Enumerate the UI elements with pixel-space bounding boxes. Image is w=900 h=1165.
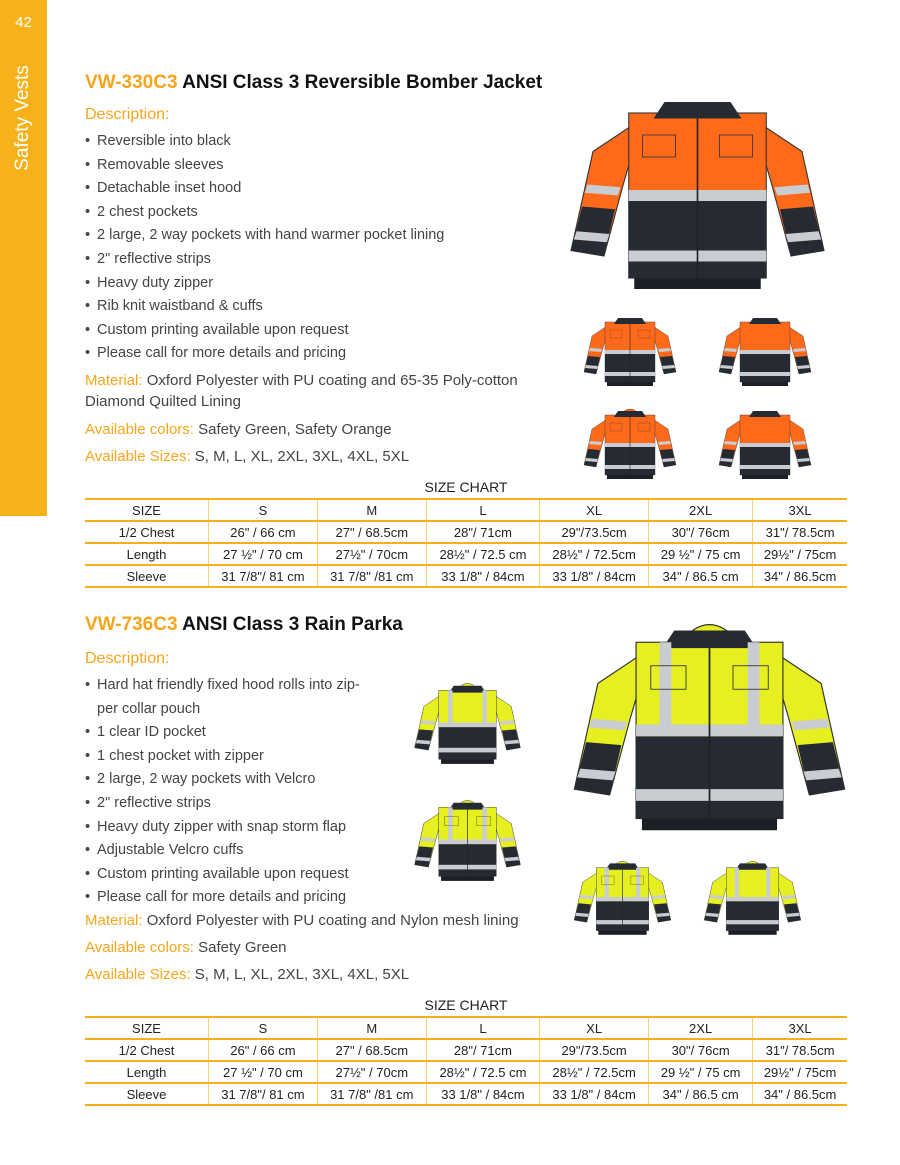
size-chart-cell: 29"/73.5cm [540, 1039, 649, 1061]
feature-item: • 2 large, 2 way pockets with hand warmer pocket lining [85, 224, 555, 248]
feature-item: • Hard hat friendly fixed hood rolls into zip-per collar pouch [85, 674, 370, 721]
size-chart-cell: 29½" / 75cm [753, 1061, 847, 1083]
feature-item: • Custom printing available upon request [85, 319, 555, 343]
feature-item: • Rib knit waistband & cuffs [85, 295, 555, 319]
size-chart-cell: 29 ½" / 75 cm [649, 543, 753, 565]
jacket-photo-back-small [715, 310, 815, 390]
material-value: Oxford Polyester with PU coating and 65-35 Poly-cotton Diamond Quilted Lining [85, 372, 518, 410]
size-chart-cell: 27 ½" / 70 cm [209, 543, 318, 565]
size-chart-header-cell: L [426, 499, 540, 521]
product-code: VW-736C3 [85, 614, 178, 635]
feature-item: • 2" reflective strips [85, 248, 555, 272]
size-chart-header-cell: XL [540, 499, 649, 521]
size-chart-header-cell: L [426, 1017, 540, 1039]
size-chart-cell: 34" / 86.5 cm [649, 565, 753, 587]
size-chart-row-label: 1/2 Chest [85, 1039, 209, 1061]
sizes-value: S, M, L, XL, 2XL, 3XL, 4XL, 5XL [194, 448, 410, 465]
size-chart-cell: 28½" / 72.5 cm [426, 1061, 540, 1083]
size-chart-header-cell: SIZE [85, 1017, 209, 1039]
material-spec [85, 370, 555, 412]
size-chart-cell: 33 1/8" / 84cm [426, 565, 540, 587]
product-name: ANSI Class 3 Rain Parka [182, 614, 403, 635]
size-chart-header-row [85, 1017, 847, 1039]
size-chart-cell: 26" / 66 cm [209, 1039, 318, 1061]
size-chart-table [85, 1016, 847, 1106]
size-chart-cell: 28½" / 72.5cm [540, 543, 649, 565]
jacket-photo-main [560, 80, 835, 300]
size-chart-cell: 27 ½" / 70 cm [209, 1061, 318, 1083]
page-number: 42 [15, 14, 32, 31]
size-chart-header-cell: S [209, 499, 318, 521]
sizes-spec [85, 446, 409, 467]
size-chart-cell: 27½" / 70cm [317, 1061, 426, 1083]
feature-item: • Heavy duty zipper [85, 272, 555, 296]
size-chart-cell: 28½" / 72.5cm [540, 1061, 649, 1083]
feature-item: • 2 large, 2 way pockets with Velcro [85, 768, 370, 792]
size-chart-cell: 34" / 86.5cm [753, 565, 847, 587]
size-chart-row-label: Sleeve [85, 1083, 209, 1105]
section-sidebar [0, 0, 47, 516]
feature-item: • Heavy duty zipper with snap storm flap [85, 816, 370, 840]
size-chart-cell: 29 ½" / 75 cm [649, 1061, 753, 1083]
parka-photo-front-small [410, 792, 525, 887]
sizes-label: Available Sizes: [85, 966, 191, 983]
product-name: ANSI Class 3 Reversible Bomber Jacket [182, 72, 543, 93]
size-chart-cell: 33 1/8" / 84cm [540, 1083, 649, 1105]
size-chart-row-label: Length [85, 543, 209, 565]
feature-item: • 1 chest pocket with zipper [85, 745, 370, 769]
feature-item: • Reversible into black [85, 130, 555, 154]
size-chart-cell: 31"/ 78.5cm [753, 521, 847, 543]
size-chart-cell: 27" / 68.5cm [317, 521, 426, 543]
jacket-photo-hooded-small [580, 403, 680, 483]
size-chart-cell: 31"/ 78.5cm [753, 1039, 847, 1061]
parka-photo-main [557, 607, 862, 842]
size-chart-cell: 26" / 66 cm [209, 521, 318, 543]
size-chart-cell: 27½" / 70cm [317, 543, 426, 565]
feature-item: • Please call for more details and pricing [85, 342, 555, 366]
product-code: VW-330C3 [85, 72, 178, 93]
size-chart-cell: 31 7/8" /81 cm [317, 565, 426, 587]
size-chart-cell: 29"/73.5cm [540, 521, 649, 543]
size-chart-row [85, 1039, 847, 1061]
feature-list [85, 674, 370, 910]
size-chart-header-cell: S [209, 1017, 318, 1039]
feature-item: • 2 chest pockets [85, 201, 555, 225]
size-chart-cell: 33 1/8" / 84cm [426, 1083, 540, 1105]
section-label: Safety Vests [12, 65, 33, 171]
size-chart-cell: 34" / 86.5cm [753, 1083, 847, 1105]
size-chart-row [85, 565, 847, 587]
size-chart-title: SIZE CHART [424, 479, 508, 495]
colors-value: Safety Green, Safety Orange [198, 421, 392, 438]
size-chart-header-cell: 2XL [649, 499, 753, 521]
description-label: Description: [85, 106, 170, 123]
size-chart-row [85, 521, 847, 543]
colors-label: Available colors: [85, 939, 194, 956]
size-chart-cell: 31 7/8" /81 cm [317, 1083, 426, 1105]
colors-label: Available colors: [85, 421, 194, 438]
sizes-label: Available Sizes: [85, 448, 191, 465]
size-chart-row [85, 1083, 847, 1105]
size-chart-row [85, 543, 847, 565]
feature-item: • Adjustable Velcro cuffs [85, 839, 370, 863]
feature-item: • Removable sleeves [85, 154, 555, 178]
product-bomber-jacket [85, 70, 855, 590]
parka-photo-front-small-2 [570, 852, 675, 942]
material-label: Material: [85, 372, 143, 389]
feature-list [85, 130, 555, 366]
feature-item: • Please call for more details and pricing [85, 886, 370, 910]
sizes-spec [85, 964, 409, 985]
feature-item: • 1 clear ID pocket [85, 721, 370, 745]
size-chart-row-label: 1/2 Chest [85, 521, 209, 543]
size-chart-cell: 27" / 68.5cm [317, 1039, 426, 1061]
parka-photo-back-small [410, 675, 525, 770]
size-chart-header-cell: 2XL [649, 1017, 753, 1039]
size-chart-header-row [85, 499, 847, 521]
size-chart-header-cell: 3XL [753, 1017, 847, 1039]
feature-item: • Detachable inset hood [85, 177, 555, 201]
size-chart-row-label: Length [85, 1061, 209, 1083]
size-chart-cell: 34" / 86.5 cm [649, 1083, 753, 1105]
size-chart-row [85, 1061, 847, 1083]
size-chart-cell: 28½" / 72.5 cm [426, 543, 540, 565]
size-chart-cell: 33 1/8" / 84cm [540, 565, 649, 587]
parka-photo-back-small-2 [700, 852, 805, 942]
size-chart-header-cell: 3XL [753, 499, 847, 521]
size-chart-title: SIZE CHART [424, 997, 508, 1013]
product-title [85, 614, 403, 636]
size-chart-header-cell: M [317, 1017, 426, 1039]
size-chart-cell: 28"/ 71cm [426, 521, 540, 543]
size-chart-cell: 30"/ 76cm [649, 1039, 753, 1061]
product-rain-parka [85, 612, 855, 1122]
jacket-photo-hooded-back-small [715, 403, 815, 483]
colors-value: Safety Green [198, 939, 287, 956]
size-chart-header-cell: XL [540, 1017, 649, 1039]
material-label: Material: [85, 912, 143, 929]
size-chart-cell: 28"/ 71cm [426, 1039, 540, 1061]
size-chart-header-cell: M [317, 499, 426, 521]
size-chart-cell: 31 7/8"/ 81 cm [209, 1083, 318, 1105]
colors-spec [85, 937, 287, 958]
feature-item: • 2" reflective strips [85, 792, 370, 816]
size-chart-header-cell: SIZE [85, 499, 209, 521]
sizes-value: S, M, L, XL, 2XL, 3XL, 4XL, 5XL [194, 966, 410, 983]
size-chart-table [85, 498, 847, 588]
material-value: Oxford Polyester with PU coating and Nylon mesh lining [146, 912, 519, 929]
feature-item: • Custom printing available upon request [85, 863, 370, 887]
jacket-photo-front-small [580, 310, 680, 390]
size-chart-cell: 30"/ 76cm [649, 521, 753, 543]
size-chart-row-label: Sleeve [85, 565, 209, 587]
product-title [85, 72, 542, 94]
size-chart-cell: 29½" / 75cm [753, 543, 847, 565]
description-label: Description: [85, 650, 170, 667]
size-chart-cell: 31 7/8"/ 81 cm [209, 565, 318, 587]
colors-spec [85, 419, 392, 440]
material-spec [85, 910, 519, 931]
